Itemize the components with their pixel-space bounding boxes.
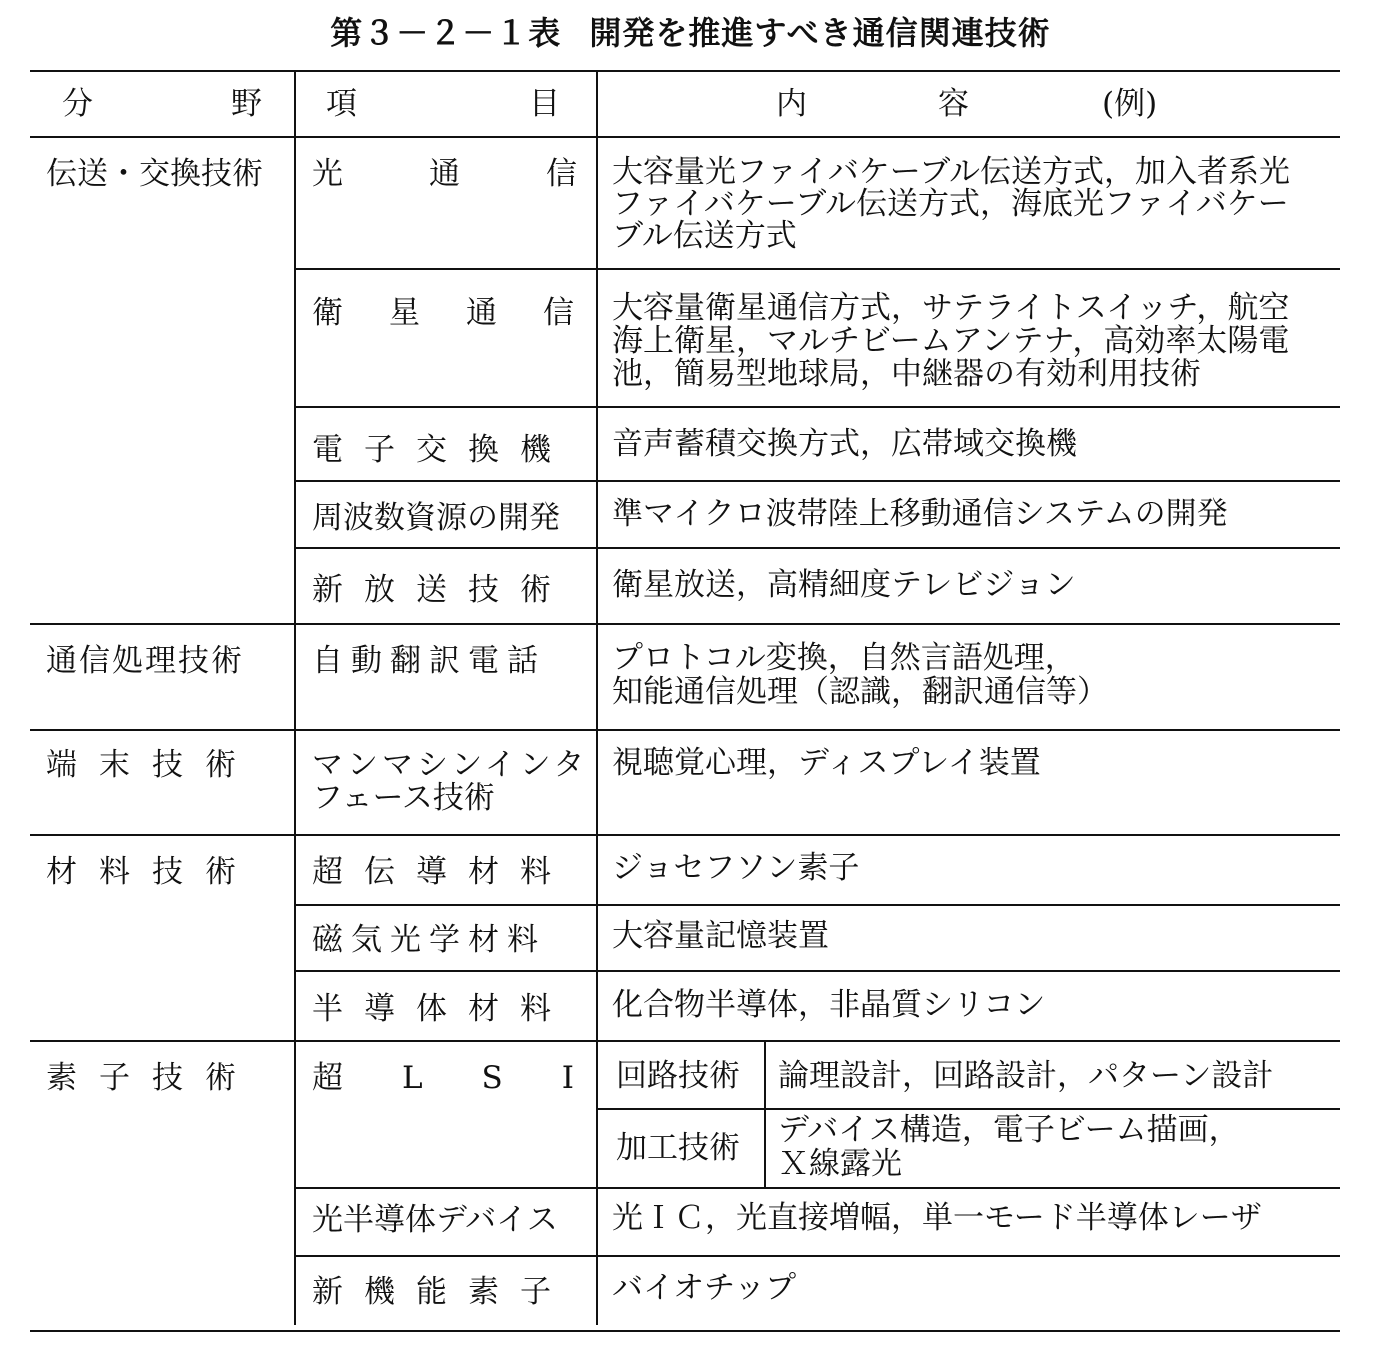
content-shinkino: バイオチップ: [612, 1270, 797, 1306]
group-rule-2: [30, 729, 1340, 731]
item-shinhoso: 新放送技術: [312, 572, 572, 608]
content-shuha: 準マイクロ波帯陸上移動通信システムの開発: [612, 496, 1228, 532]
content-eisei-2: 海上衛星，マルチビームアンテナ，高効率太陽電: [612, 323, 1290, 359]
content-eisei-1: 大容量衛星通信方式，サテライトスイッチ，航空: [612, 290, 1290, 326]
top-rule: [30, 70, 1340, 72]
table-title: [0, 8, 1381, 54]
content-hikarihando: 光ＩＣ，光直接増幅，単一モード半導体レーザ: [612, 1200, 1262, 1236]
field-tanmatsu: 端末技術: [46, 747, 258, 783]
item-manma-2: フェース技術: [312, 780, 495, 816]
rule-shuha: [296, 547, 1340, 549]
lsi-sub-label-kako: 加工技術: [616, 1130, 740, 1166]
content-manma: 視聴覚心理，ディスプレイ装置: [612, 745, 1041, 781]
rule-hikari: [296, 268, 1340, 270]
content-handotai: 化合物半導体，非晶質シリコン: [612, 987, 1046, 1023]
rule-lsi-sub: [598, 1108, 1340, 1110]
item-manma-1: マンマシンインタ: [312, 747, 589, 783]
sub-column-rule: [764, 1040, 766, 1187]
content-hikari-3: ブル伝送方式: [612, 218, 797, 254]
header-field: 分 野: [62, 86, 262, 122]
field-zairyo: 材料技術: [46, 854, 258, 890]
content-shinhoso: 衛星放送，高精細度テレビジョン: [612, 567, 1076, 603]
rule-lsi: [296, 1187, 1340, 1189]
content-chodendo: ジョセフソン素子: [612, 850, 860, 886]
item-chodendo: 超伝導材料: [312, 854, 572, 890]
item-hikarihando: 光半導体デバイス: [312, 1202, 558, 1238]
bottom-rule: [30, 1330, 1340, 1332]
lsi-sub-content-kako-2: Ｘ線露光: [778, 1146, 902, 1182]
item-shuha: 周波数資源の開発: [312, 500, 560, 536]
item-handotai: 半導体材料: [312, 991, 572, 1027]
header-rule: [30, 136, 1340, 138]
table-number: 第３－２－１表: [330, 14, 562, 52]
lsi-sub-content-kako-1: デバイス構造，電子ビーム描画，: [778, 1112, 1240, 1148]
rule-denshi: [296, 480, 1340, 482]
item-jiki: 磁気光学材料: [312, 922, 546, 958]
table-title-text: 開発を推進すべき通信関連技術: [589, 14, 1051, 52]
item-jido: 自動翻訳電話: [312, 643, 546, 679]
item-hikari: 光通信: [312, 156, 663, 192]
rule-hikarihando: [296, 1255, 1340, 1257]
content-hikari-1: 大容量光ファイバケーブル伝送方式，加入者系光: [612, 154, 1290, 190]
field-tsushin-shori: 通信処理技術: [46, 643, 244, 679]
content-jiki: 大容量記憶装置: [612, 918, 829, 954]
content-jido-1: プロトコル変換，自然言語処理，: [612, 640, 1076, 676]
group-rule-1: [30, 623, 1340, 625]
content-hikari-2: ファイバケーブル伝送方式，海底光ファイバケー: [612, 186, 1289, 222]
column-rule-2: [596, 70, 598, 1325]
item-shinkino: 新機能素子: [312, 1274, 572, 1310]
item-lsi: 超 L S I: [312, 1060, 574, 1096]
content-denshi: 音声蓄積交換方式，広帯域交換機: [612, 426, 1077, 462]
rule-jiki: [296, 970, 1340, 972]
rule-chodendo: [296, 904, 1340, 906]
item-eisei: 衛星通信: [312, 295, 620, 331]
lsi-sub-content-kairo: 論理設計，回路設計，パターン設計: [778, 1058, 1274, 1094]
rule-eisei: [296, 406, 1340, 408]
column-rule-1: [294, 70, 296, 1325]
lsi-sub-label-kairo: 回路技術: [616, 1058, 740, 1094]
field-densou-koukan: 伝送・交換技術: [46, 156, 263, 192]
group-rule-4: [30, 1040, 1340, 1042]
content-eisei-3: 池，簡易型地球局，中継器の有効利用技術: [612, 356, 1201, 392]
content-jido-2: 知能通信処理（認識，翻訳通信等）: [612, 674, 1108, 710]
header-item: 項 目: [326, 86, 560, 122]
group-rule-3: [30, 834, 1340, 836]
item-denshi: 電子交換機: [312, 432, 572, 468]
field-soshi: 素子技術: [46, 1060, 258, 1096]
